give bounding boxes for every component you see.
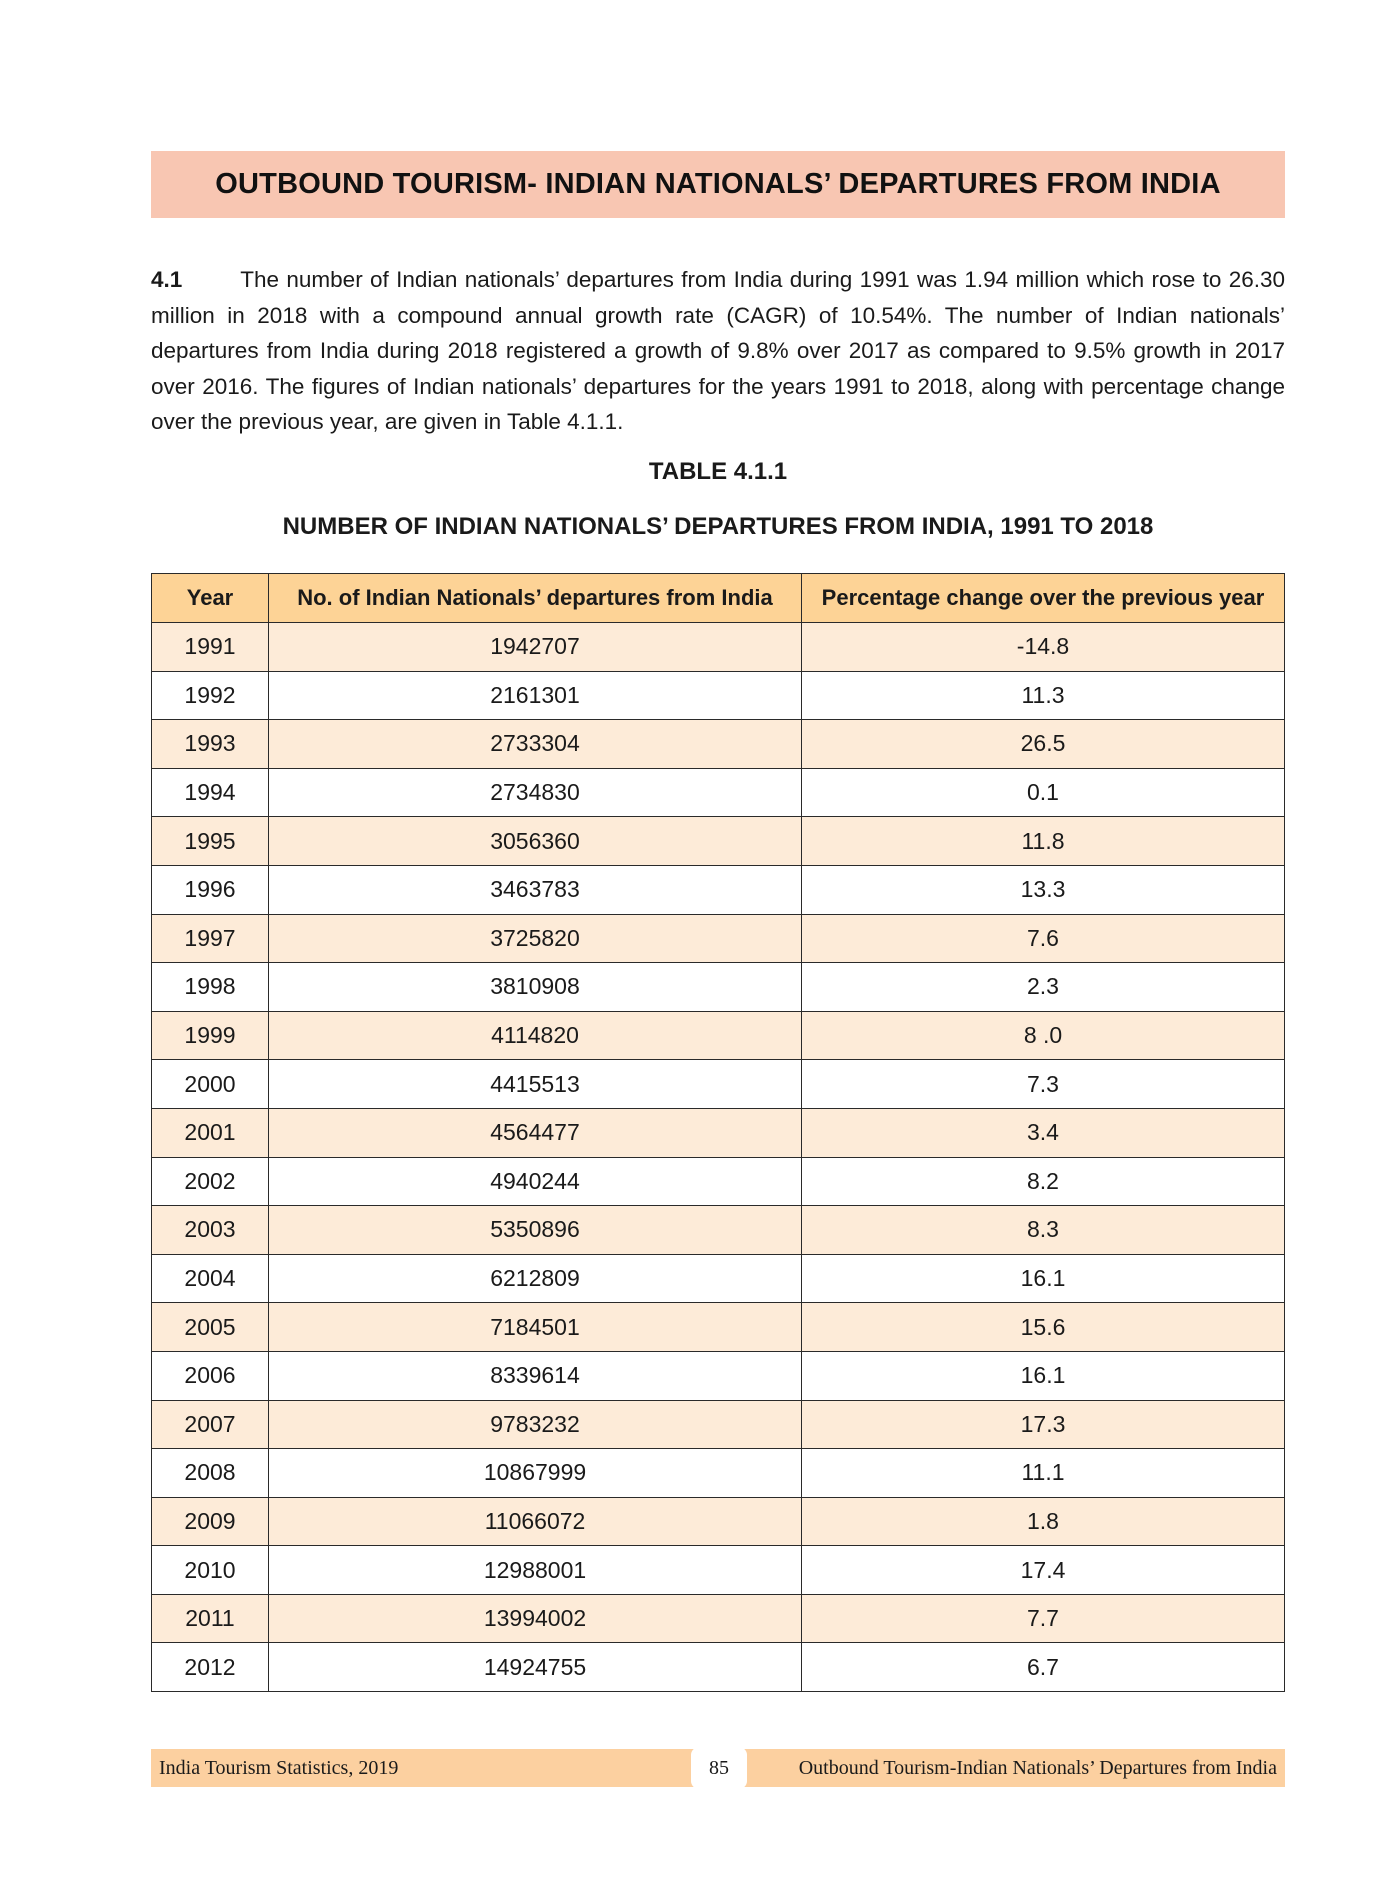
cell-percentage-change: 16.1 <box>802 1351 1285 1400</box>
cell-year: 2009 <box>152 1497 269 1546</box>
section-title: OUTBOUND TOURISM- INDIAN NATIONALS’ DEPARTURES FROM INDIA <box>215 168 1221 200</box>
table-body <box>152 623 1285 1692</box>
cell-departures: 2733304 <box>269 720 802 769</box>
cell-year: 2002 <box>152 1157 269 1206</box>
table-row <box>152 1643 1285 1692</box>
cell-departures: 11066072 <box>269 1497 802 1546</box>
cell-departures: 3810908 <box>269 963 802 1012</box>
cell-departures: 4114820 <box>269 1011 802 1060</box>
cell-departures: 7184501 <box>269 1303 802 1352</box>
cell-year: 2004 <box>152 1254 269 1303</box>
cell-percentage-change: 7.3 <box>802 1060 1285 1109</box>
cell-departures: 8339614 <box>269 1351 802 1400</box>
table-row <box>152 1060 1285 1109</box>
cell-departures: 6212809 <box>269 1254 802 1303</box>
cell-percentage-change: 8 .0 <box>802 1011 1285 1060</box>
table-row <box>152 914 1285 963</box>
table-row <box>152 1594 1285 1643</box>
cell-departures: 3463783 <box>269 865 802 914</box>
table-row <box>152 720 1285 769</box>
page-number: 85 <box>691 1747 747 1789</box>
cell-year: 2003 <box>152 1206 269 1255</box>
table-row <box>152 1254 1285 1303</box>
cell-year: 1991 <box>152 623 269 672</box>
cell-year: 1993 <box>152 720 269 769</box>
table-row <box>152 1157 1285 1206</box>
cell-percentage-change: 11.3 <box>802 671 1285 720</box>
table-row <box>152 817 1285 866</box>
intro-paragraph <box>151 262 1285 440</box>
cell-year: 1997 <box>152 914 269 963</box>
table-row <box>152 1546 1285 1595</box>
cell-percentage-change: -14.8 <box>802 623 1285 672</box>
section-number: 4.1 <box>151 267 183 292</box>
cell-year: 2007 <box>152 1400 269 1449</box>
cell-year: 1998 <box>152 963 269 1012</box>
cell-year: 2012 <box>152 1643 269 1692</box>
table-row <box>152 1108 1285 1157</box>
cell-percentage-change: 17.4 <box>802 1546 1285 1595</box>
table-row <box>152 768 1285 817</box>
cell-year: 1994 <box>152 768 269 817</box>
table-row <box>152 1497 1285 1546</box>
header-year: Year <box>152 574 269 623</box>
cell-departures: 5350896 <box>269 1206 802 1255</box>
section-banner <box>151 151 1285 218</box>
cell-departures: 2161301 <box>269 671 802 720</box>
cell-departures: 12988001 <box>269 1546 802 1595</box>
cell-departures: 4564477 <box>269 1108 802 1157</box>
page-footer <box>151 1749 1285 1787</box>
header-percentage-change: Percentage change over the previous year <box>802 574 1285 623</box>
cell-year: 2000 <box>152 1060 269 1109</box>
table-row <box>152 963 1285 1012</box>
cell-percentage-change: 0.1 <box>802 768 1285 817</box>
cell-year: 2010 <box>152 1546 269 1595</box>
cell-year: 2006 <box>152 1351 269 1400</box>
cell-departures: 13994002 <box>269 1594 802 1643</box>
cell-percentage-change: 1.8 <box>802 1497 1285 1546</box>
cell-year: 1992 <box>152 671 269 720</box>
cell-year: 1996 <box>152 865 269 914</box>
table-row <box>152 1449 1285 1498</box>
cell-departures: 9783232 <box>269 1400 802 1449</box>
table-header-row <box>152 574 1285 623</box>
cell-percentage-change: 8.3 <box>802 1206 1285 1255</box>
cell-departures: 2734830 <box>269 768 802 817</box>
footer-publication: India Tourism Statistics, 2019 <box>159 1757 399 1779</box>
cell-percentage-change: 11.8 <box>802 817 1285 866</box>
header-departures: No. of Indian Nationals’ departures from India <box>269 574 802 623</box>
cell-year: 1999 <box>152 1011 269 1060</box>
departures-table <box>151 573 1285 1692</box>
table-row <box>152 1011 1285 1060</box>
table-row <box>152 1351 1285 1400</box>
table-row <box>152 623 1285 672</box>
cell-percentage-change: 17.3 <box>802 1400 1285 1449</box>
table-row <box>152 1400 1285 1449</box>
intro-text: The number of Indian nationals’ departures from India during 1991 was 1.94 million which rose to 26.30 million in 2018 with a compound annual growth rate (CAGR) of 10.54%. The number of Indian nationals’ departures from India during 2018 registered a growth of 9.8% over 2017 as compared to 9.5% growth in 2017 over 2016. The figures of Indian nationals’ departures for the years 1991 to 2018, along with percentage change over the previous year, are given in Table 4.1.1. <box>151 267 1285 434</box>
cell-year: 2005 <box>152 1303 269 1352</box>
cell-departures: 3056360 <box>269 817 802 866</box>
table-row <box>152 1206 1285 1255</box>
table-row <box>152 865 1285 914</box>
cell-departures: 3725820 <box>269 914 802 963</box>
cell-percentage-change: 8.2 <box>802 1157 1285 1206</box>
cell-percentage-change: 26.5 <box>802 720 1285 769</box>
footer-chapter: Outbound Tourism-Indian Nationals’ Departures from India <box>798 1757 1277 1779</box>
cell-percentage-change: 6.7 <box>802 1643 1285 1692</box>
cell-departures: 1942707 <box>269 623 802 672</box>
cell-percentage-change: 2.3 <box>802 963 1285 1012</box>
cell-percentage-change: 3.4 <box>802 1108 1285 1157</box>
cell-year: 1995 <box>152 817 269 866</box>
cell-percentage-change: 16.1 <box>802 1254 1285 1303</box>
cell-departures: 4940244 <box>269 1157 802 1206</box>
cell-percentage-change: 13.3 <box>802 865 1285 914</box>
cell-percentage-change: 11.1 <box>802 1449 1285 1498</box>
cell-percentage-change: 7.7 <box>802 1594 1285 1643</box>
table-row <box>152 671 1285 720</box>
table-row <box>152 1303 1285 1352</box>
cell-departures: 4415513 <box>269 1060 802 1109</box>
cell-percentage-change: 7.6 <box>802 914 1285 963</box>
table-title: NUMBER OF INDIAN NATIONALS’ DEPARTURES FROM INDIA, 1991 TO 2018 <box>282 513 1154 540</box>
cell-departures: 14924755 <box>269 1643 802 1692</box>
cell-year: 2011 <box>152 1594 269 1643</box>
table-number: TABLE 4.1.1 <box>648 458 788 485</box>
cell-percentage-change: 15.6 <box>802 1303 1285 1352</box>
cell-year: 2001 <box>152 1108 269 1157</box>
cell-departures: 10867999 <box>269 1449 802 1498</box>
cell-year: 2008 <box>152 1449 269 1498</box>
